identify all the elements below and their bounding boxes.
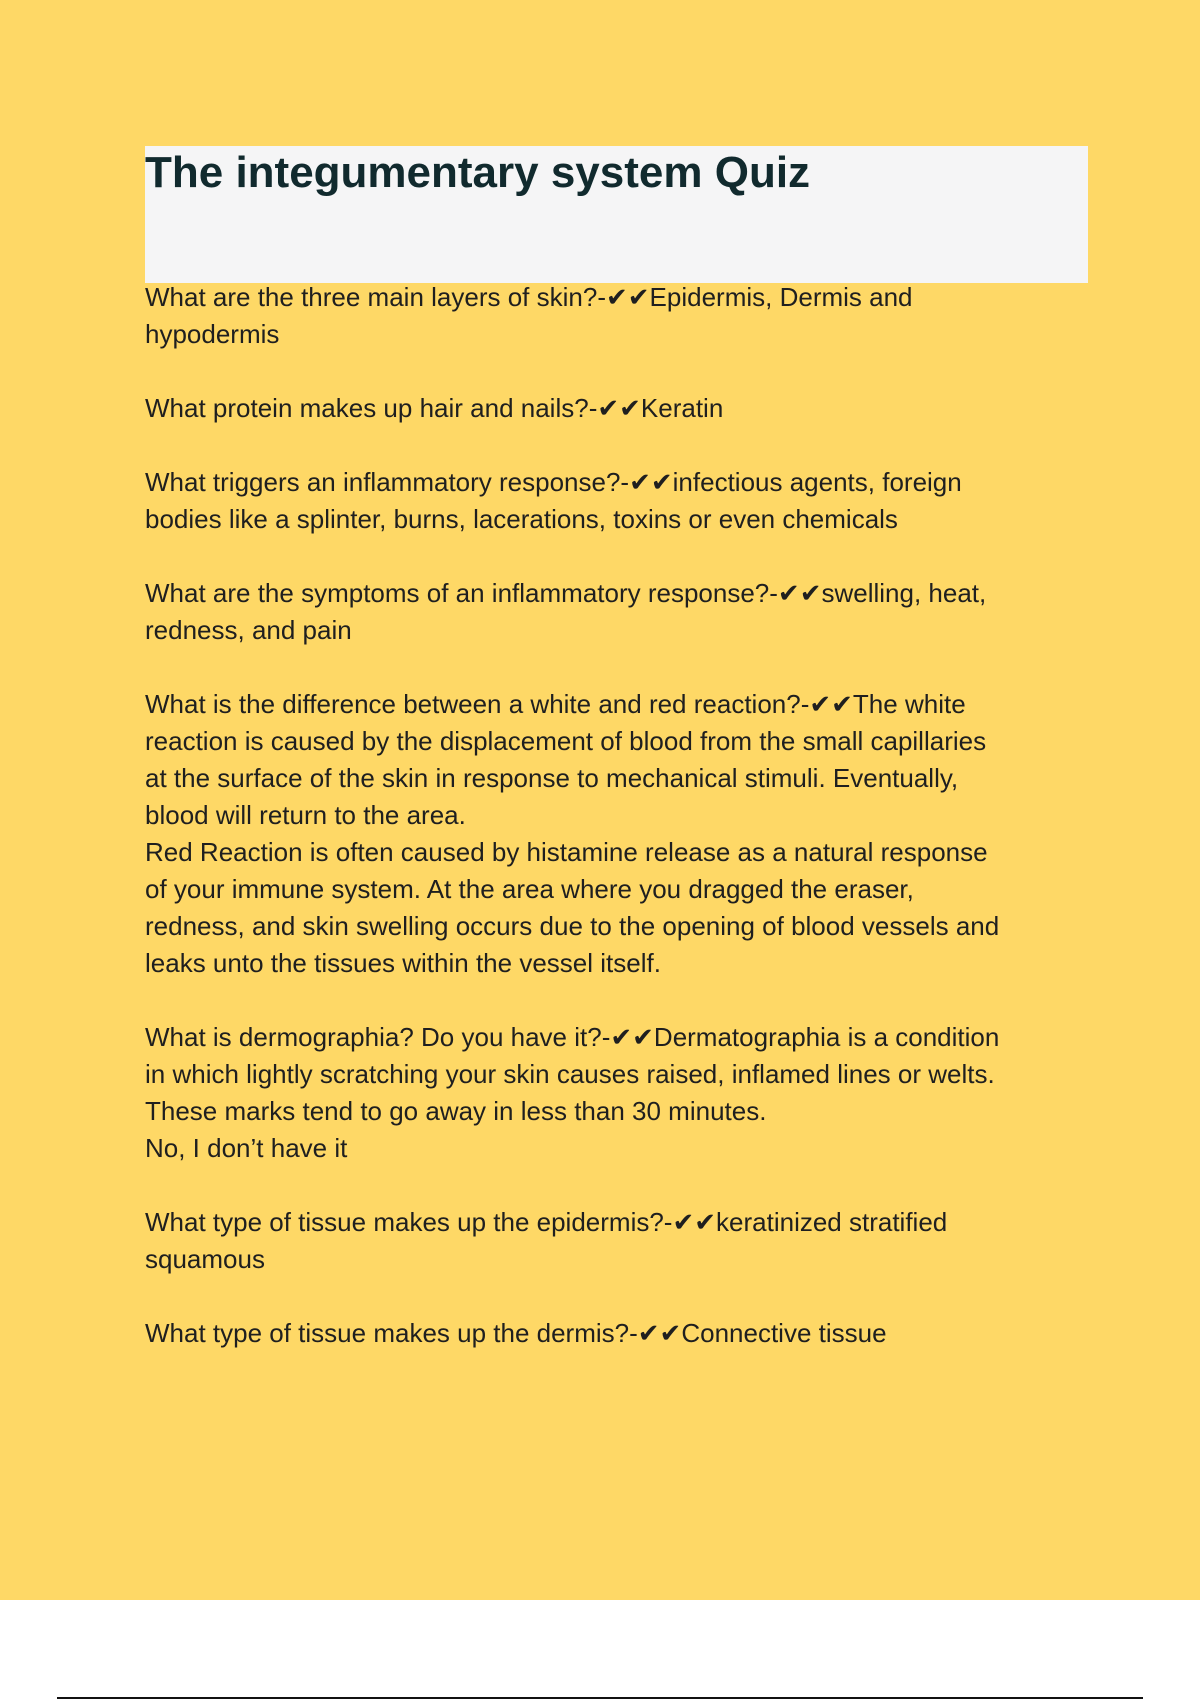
qa-line: squamous [145,1244,265,1274]
qa-line: Red Reaction is often caused by histamine release as a natural response [145,837,988,867]
qa-line: No, I don’t have it [145,1133,348,1163]
qa-line: blood will return to the area. [145,800,466,830]
qa-item [145,686,1090,982]
qa-item [145,390,1090,427]
qa-item [145,464,1090,538]
qa-line: What protein makes up hair and nails?-✔✔Keratin [145,393,724,423]
qa-line: leaks unto the tissues within the vessel itself. [145,948,661,978]
qa-line: of your immune system. At the area where you dragged the eraser, [145,874,914,904]
qa-item [145,279,1090,353]
qa-line: bodies like a splinter, burns, lacerations, toxins or even chemicals [145,504,898,534]
qa-line: These marks tend to go away in less than 30 minutes. [145,1096,767,1126]
qa-item [145,1315,1090,1352]
qa-line: What is dermographia? Do you have it?-✔✔Dermatographia is a condition [145,1022,1000,1052]
qa-line: What are the symptoms of an inflammatory response?-✔✔swelling, heat, [145,578,987,608]
footer-divider [57,1697,1143,1699]
qa-line: What is the difference between a white and red reaction?-✔✔The white [145,689,966,719]
qa-line: reaction is caused by the displacement of blood from the small capillaries [145,726,987,756]
qa-line: What type of tissue makes up the epidermis?-✔✔keratinized stratified [145,1207,948,1237]
qa-line: at the surface of the skin in response to mechanical stimuli. Eventually, [145,763,959,793]
document-title: The integumentary system Quiz [145,148,811,197]
title-banner [145,146,1088,283]
qa-line: redness, and skin swelling occurs due to the opening of blood vessels and [145,911,1000,941]
qa-list [145,279,1090,1389]
qa-line: redness, and pain [145,615,352,645]
qa-line: in which lightly scratching your skin causes raised, inflamed lines or welts. [145,1059,995,1089]
qa-item [145,575,1090,649]
qa-item [145,1204,1090,1278]
qa-line: What are the three main layers of skin?-✔✔Epidermis, Dermis and [145,282,913,312]
qa-line: What type of tissue makes up the dermis?-✔✔Connective tissue [145,1318,887,1348]
qa-line: What triggers an inflammatory response?-✔✔infectious agents, foreign [145,467,962,497]
qa-item [145,1019,1090,1167]
qa-line: hypodermis [145,319,280,349]
